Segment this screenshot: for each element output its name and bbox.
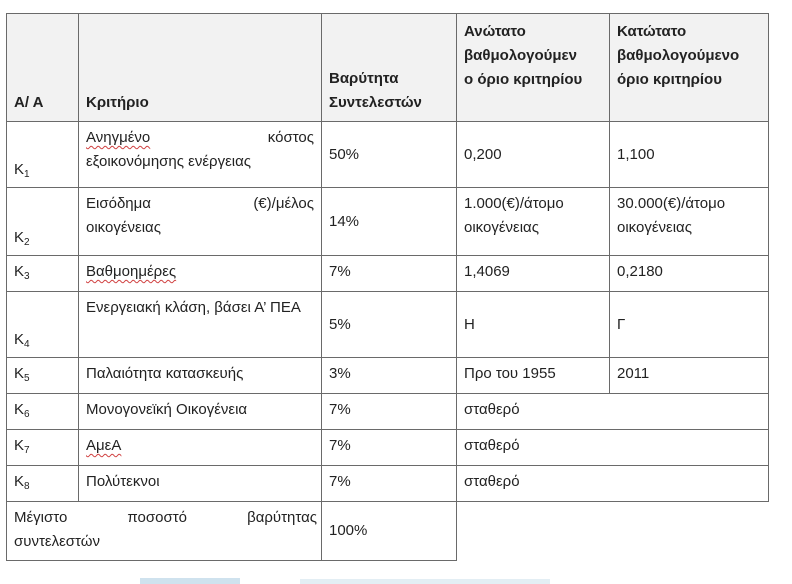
- header-upper-line3: ο όριο κριτηρίου: [464, 71, 583, 88]
- scan-artifact: [300, 579, 550, 584]
- header-lower-line2: βαθμολογούμενο: [617, 47, 740, 64]
- total-value: 100%: [322, 502, 457, 561]
- row-id: $K_7$: [7, 430, 79, 466]
- row-weight: 7%: [322, 394, 457, 430]
- row-weight: 7%: [322, 430, 457, 466]
- total-blank: [457, 502, 769, 561]
- row-criterion: [79, 122, 322, 188]
- criterion-word: Ανηγμένο: [86, 129, 151, 146]
- total-word: βαρύτητας: [247, 509, 317, 526]
- scan-artifact: [140, 578, 240, 584]
- total-row: [7, 502, 769, 561]
- row-lower: 2011: [610, 358, 769, 394]
- table-row: [7, 394, 769, 430]
- table-row: [7, 256, 769, 292]
- row-id: $K_2$: [7, 188, 79, 256]
- total-word: Μέγιστο: [14, 509, 68, 526]
- criterion-text: ΑμεΑ: [86, 437, 122, 454]
- header-lower: [610, 14, 769, 122]
- header-upper-line1: Ανώτατο: [464, 23, 526, 40]
- row-criterion: [79, 188, 322, 256]
- header-aa-text: Α/ Α: [14, 94, 44, 111]
- row-weight: 5%: [322, 292, 457, 358]
- row-criterion: Ενεργειακή κλάση, βάσει Α’ ΠΕΑ: [79, 292, 322, 358]
- row-lower: 30.000(€)/άτομο οικογένειας: [610, 188, 769, 256]
- header-aa: [7, 14, 79, 122]
- row-merged-value: σταθερό: [457, 466, 769, 502]
- header-weight-line2: Συντελεστών: [329, 94, 422, 111]
- row-upper: Η: [457, 292, 610, 358]
- criteria-table: [6, 13, 769, 561]
- total-label: [7, 502, 322, 561]
- header-lower-line1: Κατώτατο: [617, 23, 687, 40]
- row-lower: 0,2180: [610, 256, 769, 292]
- row-upper: Προ του 1955: [457, 358, 610, 394]
- table-row: [7, 122, 769, 188]
- row-criterion: [79, 430, 322, 466]
- criterion-text: Βαθμοημέρες: [86, 263, 177, 280]
- row-id: $K_5$: [7, 358, 79, 394]
- row-id: $K_8$: [7, 466, 79, 502]
- row-weight: 7%: [322, 256, 457, 292]
- row-merged-value: σταθερό: [457, 394, 769, 430]
- criterion-word: Εισόδημα: [86, 195, 151, 212]
- row-lower: 1,100: [610, 122, 769, 188]
- criterion-line: οικογένειας: [86, 219, 161, 236]
- header-lower-line3: όριο κριτηρίου: [617, 71, 722, 88]
- header-criterion: [79, 14, 322, 122]
- header-criterion-text: Κριτήριο: [86, 94, 149, 111]
- row-weight: 14%: [322, 188, 457, 256]
- row-id: $K_4$: [7, 292, 79, 358]
- header-upper: [457, 14, 610, 122]
- row-merged-value: σταθερό: [457, 430, 769, 466]
- row-id: $K_3$: [7, 256, 79, 292]
- row-criterion: [79, 256, 322, 292]
- header-weight-line1: Βαρύτητα: [329, 70, 399, 87]
- row-id: $K_1$: [7, 122, 79, 188]
- table-row: [7, 292, 769, 358]
- row-lower: Γ: [610, 292, 769, 358]
- row-criterion: Παλαιότητα κατασκευής: [79, 358, 322, 394]
- header-weight: [322, 14, 457, 122]
- table-row: [7, 466, 769, 502]
- table-row: [7, 430, 769, 466]
- row-weight: 50%: [322, 122, 457, 188]
- header-upper-line2: βαθμολογούμεν: [464, 47, 578, 64]
- table-row: [7, 188, 769, 256]
- row-upper: 0,200: [457, 122, 610, 188]
- table-row: [7, 358, 769, 394]
- criterion-word: (€)/μέλος: [253, 195, 314, 212]
- criterion-line: εξοικονόμησης ενέργειας: [86, 153, 251, 170]
- header-row: [7, 14, 769, 122]
- total-word: ποσοστό: [127, 509, 187, 526]
- row-upper: 1.000(€)/άτομο οικογένειας: [457, 188, 610, 256]
- criterion-word: κόστος: [267, 129, 314, 146]
- row-weight: 7%: [322, 466, 457, 502]
- total-word: συντελεστών: [14, 533, 100, 550]
- row-upper: 1,4069: [457, 256, 610, 292]
- row-criterion: Πολύτεκνοι: [79, 466, 322, 502]
- row-id: $K_6$: [7, 394, 79, 430]
- row-weight: 3%: [322, 358, 457, 394]
- row-criterion: Μονογονεϊκή Οικογένεια: [79, 394, 322, 430]
